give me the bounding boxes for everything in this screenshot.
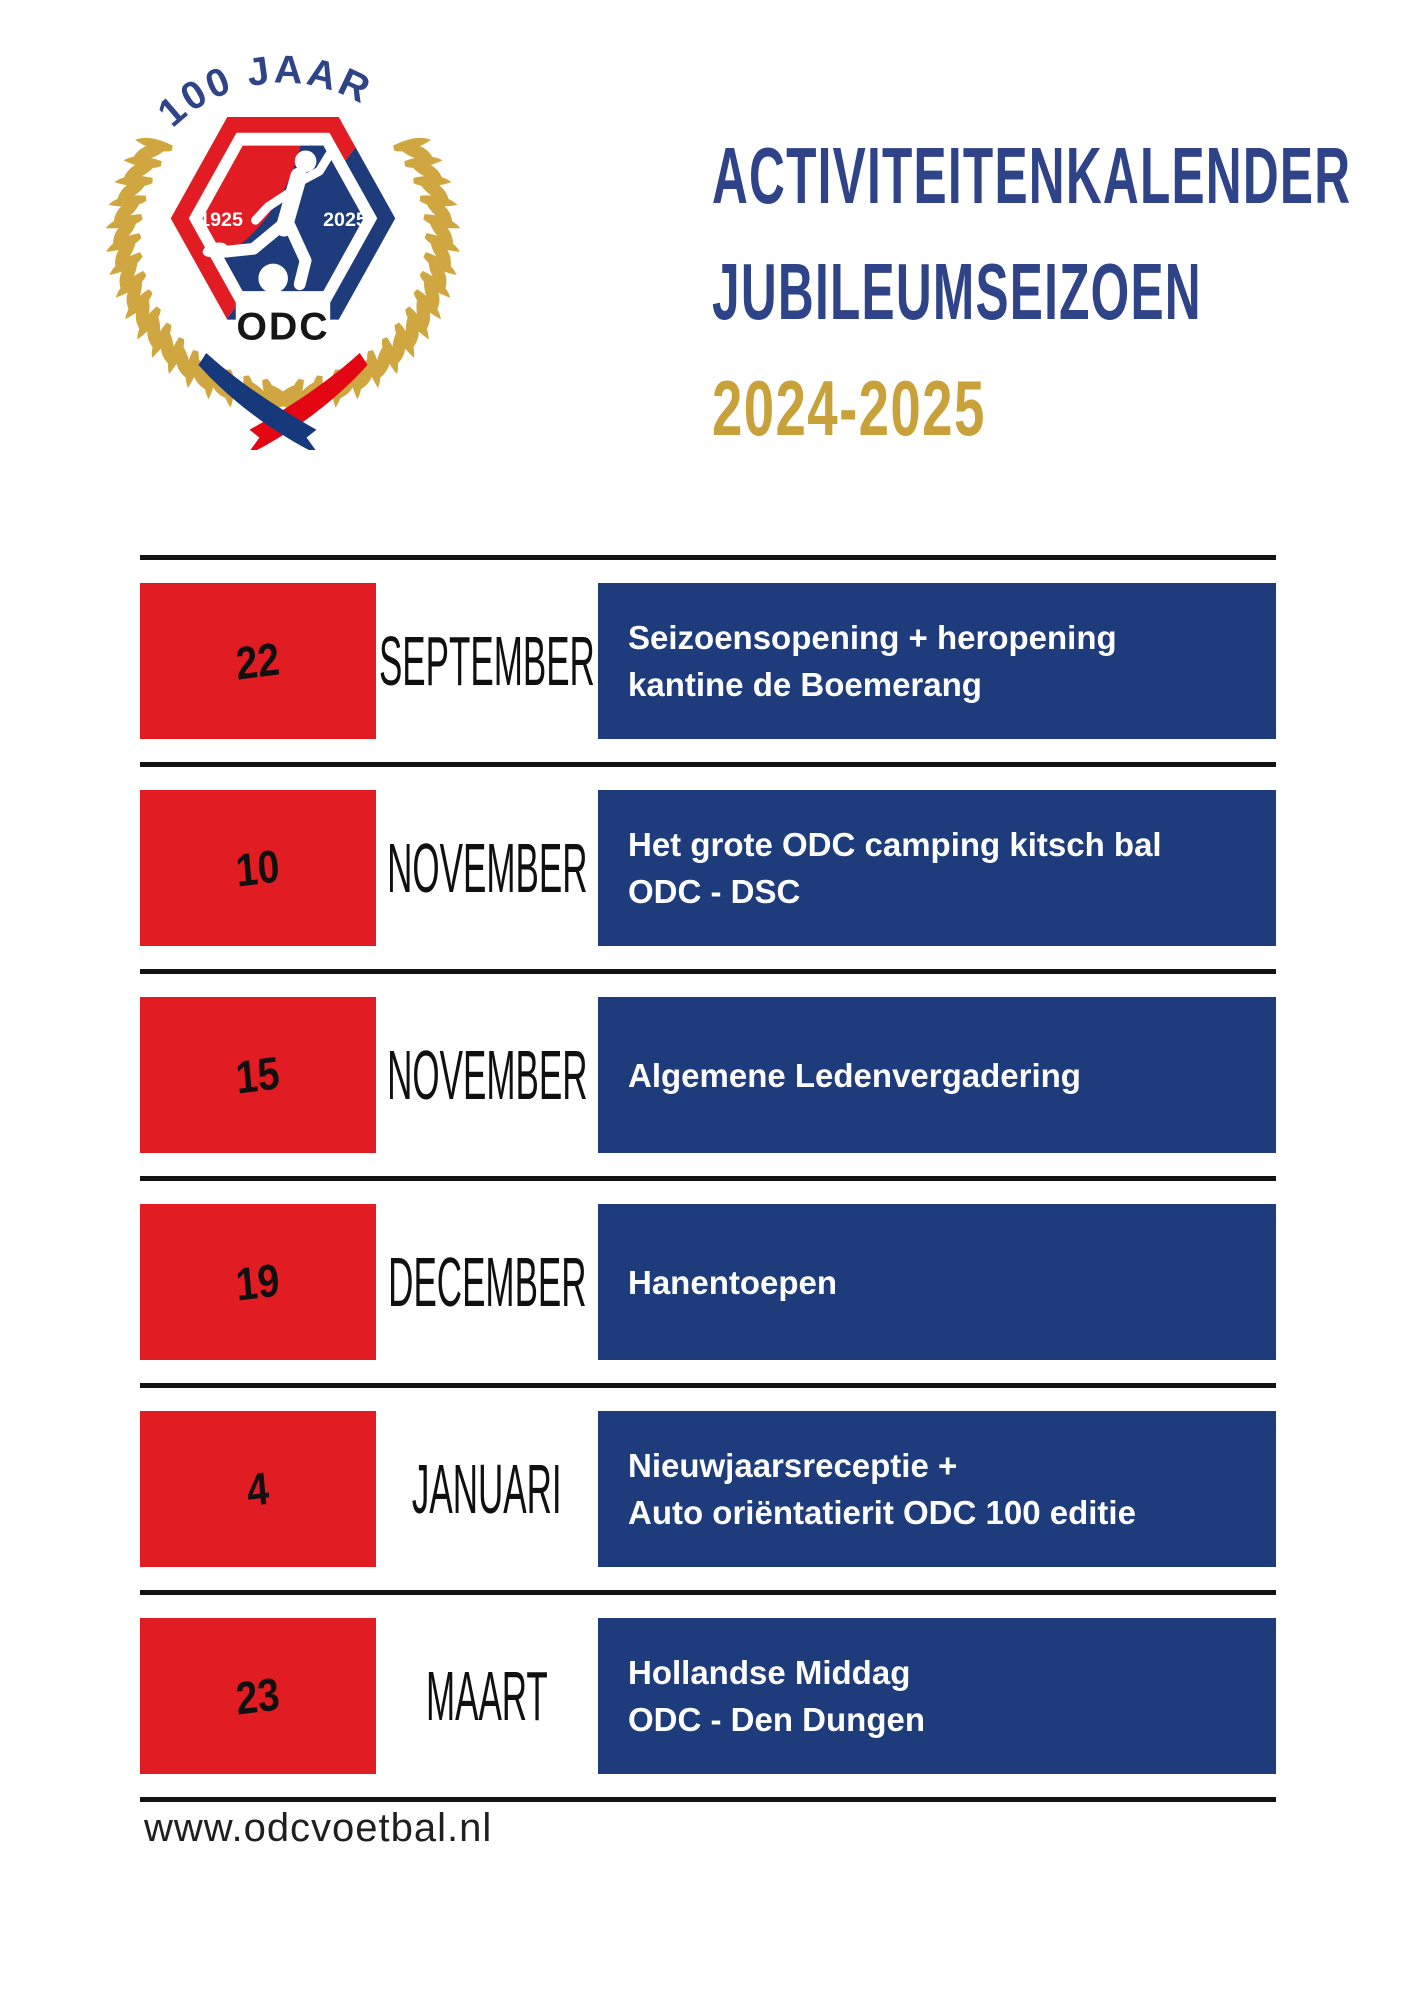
month-label: MAART	[426, 1657, 548, 1735]
event-line2: ODC - DSC	[628, 873, 801, 910]
date-box	[140, 1204, 376, 1360]
poster-title-block	[712, 118, 1414, 466]
day-number: 19	[234, 1253, 282, 1311]
event-line1: Het grote ODC camping kitsch bal	[628, 826, 1162, 863]
logo-year-left: 1925	[199, 209, 243, 232]
day-number: 22	[234, 632, 282, 690]
logo-arc-text: 100 JAAR	[149, 47, 380, 136]
month-label: NOVEMBER	[386, 1036, 588, 1114]
event-row-maart	[140, 1595, 1276, 1797]
website-url: www.odcvoetbal.nl	[144, 1806, 493, 1850]
month-label: DECEMBER	[387, 1243, 587, 1321]
event-line2: kantine de Boemerang	[628, 666, 982, 703]
page-title-line2: JUBILEUMSEIZOEN	[712, 247, 1202, 336]
logo-club-name: ODC	[236, 304, 330, 349]
month-cell	[376, 1656, 598, 1736]
date-box	[140, 997, 376, 1153]
month-cell	[376, 621, 598, 701]
date-box	[140, 1618, 376, 1774]
event-line1: Hollandse Middag	[628, 1654, 911, 1691]
day-number: 4	[244, 1461, 272, 1517]
date-box	[140, 1411, 376, 1567]
event-description-box	[598, 790, 1276, 946]
club-anniversary-logo	[106, 26, 460, 450]
date-box	[140, 583, 376, 739]
month-cell	[376, 828, 598, 908]
logo-svg	[106, 26, 460, 450]
month-label: SEPTEMBER	[379, 622, 595, 700]
event-line2: Auto oriëntatierit ODC 100 editie	[628, 1494, 1136, 1531]
month-cell	[376, 1035, 598, 1115]
month-label: JANUARI	[412, 1450, 562, 1528]
activity-calendar	[140, 555, 1276, 1802]
month-cell	[376, 1242, 598, 1322]
event-line1: Nieuwjaarsreceptie +	[628, 1447, 958, 1484]
event-row-januari	[140, 1388, 1276, 1590]
event-description-box	[598, 1618, 1276, 1774]
event-description-box	[598, 583, 1276, 739]
day-number: 15	[234, 1046, 282, 1104]
event-row-november-10	[140, 767, 1276, 969]
event-description-box	[598, 997, 1276, 1153]
event-line1: Algemene Ledenvergadering	[628, 1056, 1081, 1094]
date-box	[140, 790, 376, 946]
separator-line	[140, 1797, 1276, 1802]
badge-hexagon-icon	[180, 125, 387, 348]
logo-year-right: 2025	[323, 209, 367, 232]
day-number: 23	[234, 1667, 282, 1725]
season-years: 2024-2025	[712, 364, 986, 452]
day-number: 10	[234, 839, 282, 897]
month-label: NOVEMBER	[386, 829, 588, 907]
football-icon	[258, 264, 288, 294]
event-line1: Hanentoepen	[628, 1263, 838, 1301]
event-line2: ODC - Den Dungen	[628, 1701, 925, 1738]
event-row-december	[140, 1181, 1276, 1383]
page-title-line1: ACTIVITEITENKALENDER	[712, 131, 1352, 220]
event-row-november-15	[140, 974, 1276, 1176]
event-description-box	[598, 1411, 1276, 1567]
month-cell	[376, 1449, 598, 1529]
event-line1: Seizoensopening + heropening	[628, 619, 1117, 656]
event-row-september	[140, 560, 1276, 762]
event-description-box	[598, 1204, 1276, 1360]
